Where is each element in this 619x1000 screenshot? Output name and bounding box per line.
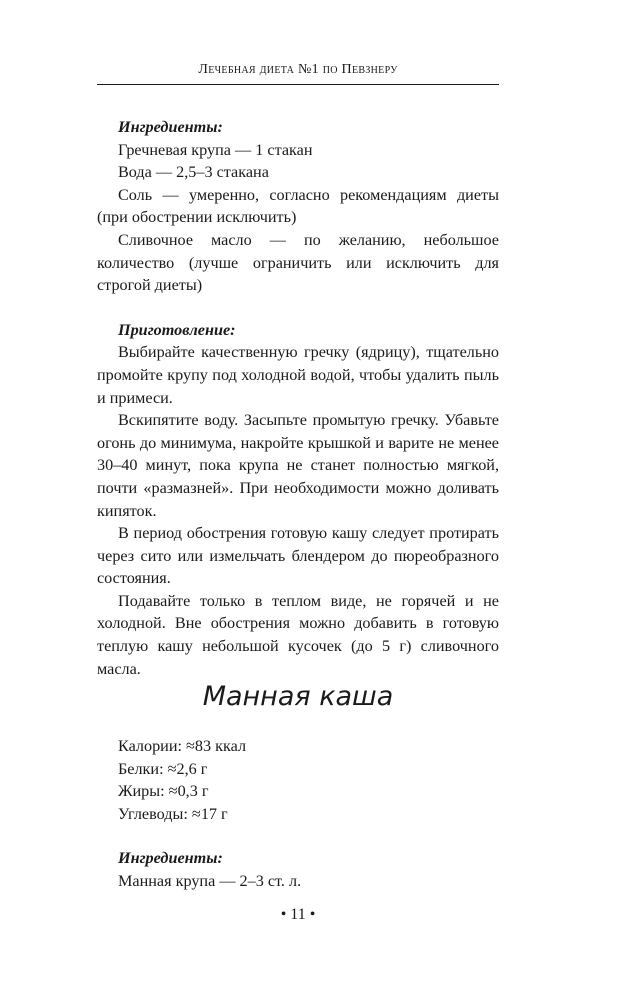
recipe-body-semolina [97, 735, 499, 893]
preparation-step: Подавайте только в теплом виде, не горячей и не холодной. Вне обострения можно добавить в готовую теплую кашу небольшой кусочек (до 5 г) сливочного масла. [97, 591, 499, 678]
preparation-step: В период обострения готовую кашу следует протирать через сито или измельчать блендером до пюреобразного состояния. [97, 524, 499, 588]
recipe-body-buckwheat [97, 116, 499, 680]
preparation-step: Вскипятите воду. Засыпьте промытую гречку. Убавьте огонь до минимума, накройте крышкой и варите не менее 30–40 минут, пока крупа не станет полностью мягкой, почти «размазней». При необходимости можно доливать кипяток. [97, 411, 499, 520]
ingredients-heading: Ингредиенты: [118, 849, 223, 868]
ingredient-item: Гречневая крупа — 1 стакан [118, 140, 313, 159]
header-rule [97, 84, 499, 85]
nutrition-item: Белки: ≈2,6 г [118, 759, 208, 778]
ingredient-item: Манная крупа — 2–3 ст. л. [118, 871, 302, 890]
ingredient-item: Соль — умеренно, согласно рекомендациям диеты (при обострении исключить) [97, 185, 499, 227]
page-number: • 11 • [280, 906, 316, 923]
ingredients-heading: Ингредиенты: [118, 118, 223, 136]
recipe-title: Манная каша [202, 681, 394, 712]
ingredient-item: Вода — 2,5–3 стакана [118, 163, 269, 182]
nutrition-item: Жиры: ≈0,3 г [118, 782, 209, 801]
nutrition-item: Углеводы: ≈17 г [118, 804, 228, 823]
ingredient-item: Сливочное масло — по желанию, небольшое количество (лучше ограничить или исключить для строгой диеты) [97, 230, 499, 295]
running-header: Лечебная диета №1 по Певзнеру [198, 62, 398, 77]
nutrition-item: Калории: ≈83 ккал [118, 737, 247, 755]
preparation-heading: Приготовление: [118, 320, 236, 339]
preparation-step: Выбирайте качественную гречку (ядрицу), тщательно промойте крупу под холодной водой, чтобы удалить пыль и примеси. [97, 343, 499, 407]
